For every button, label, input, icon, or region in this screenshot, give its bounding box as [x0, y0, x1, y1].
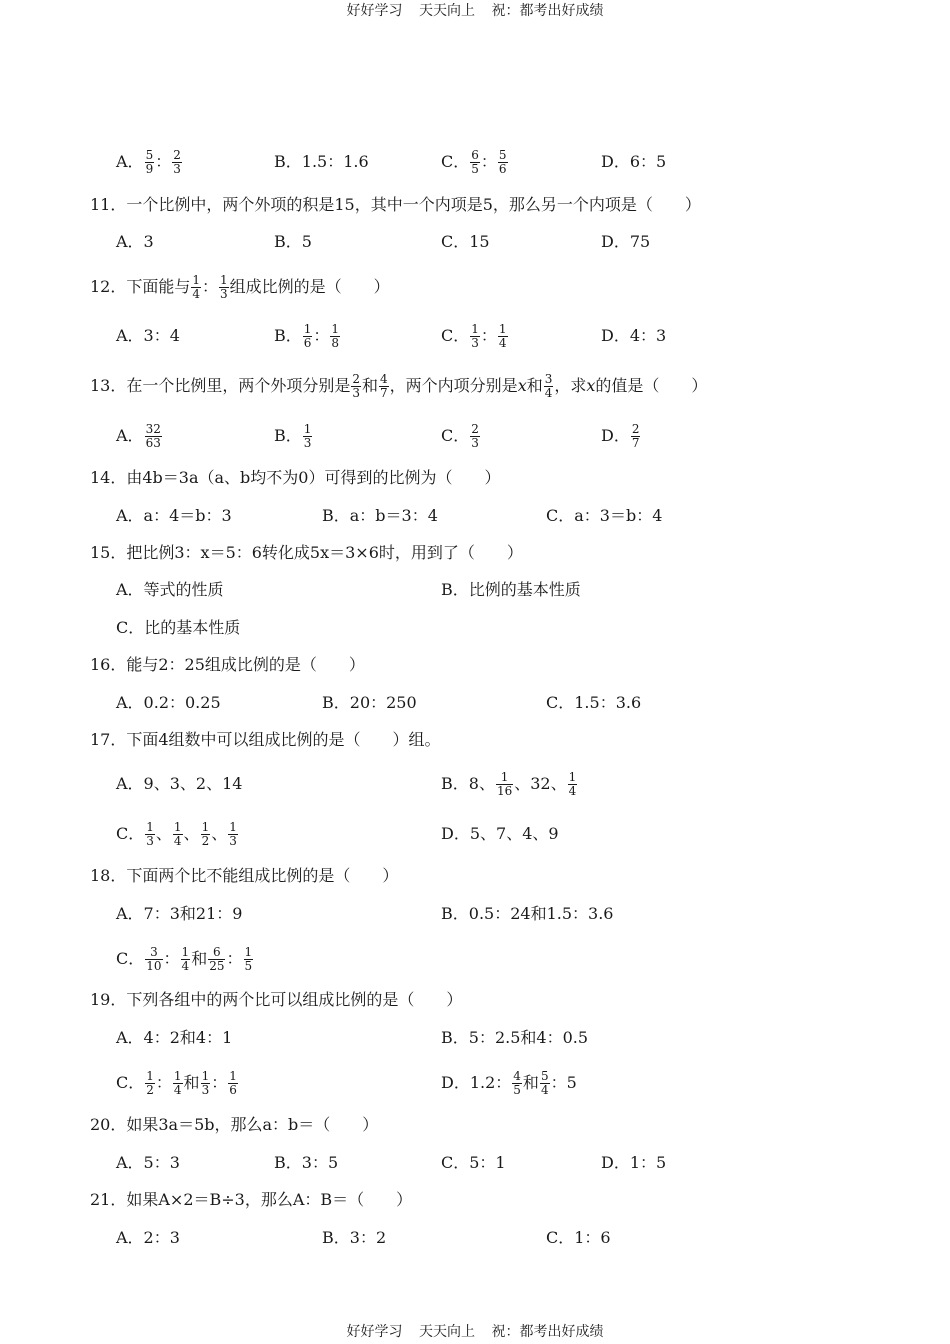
q14-option-a[interactable]: A．a：4＝b：3	[116, 506, 232, 525]
q17-option-a[interactable]: A．9、3、2、14	[116, 774, 243, 793]
q12-options	[0, 321, 950, 351]
q11-option-b[interactable]: B．5	[274, 232, 312, 251]
q20-option-a[interactable]: A．5：3	[116, 1153, 180, 1172]
q21-options	[0, 1223, 950, 1253]
q19-option-b[interactable]: B．5：2.5和4：0.5	[441, 1028, 589, 1047]
q15-option-c[interactable]: C．比的基本性质	[116, 618, 241, 637]
q16-option-b[interactable]: B．20：250	[322, 693, 417, 712]
q18-options-row1	[0, 899, 950, 929]
q17-option-b[interactable]: B．8、 $\frac{1}{16}$ 、32、 $\frac{1}{4}$	[441, 770, 577, 798]
q12-option-a[interactable]: A．3：4	[116, 326, 180, 345]
q16-options	[0, 688, 950, 718]
q21-option-c[interactable]: C．1：6	[546, 1228, 611, 1247]
q18-option-b[interactable]: B．0.5：24和1.5：3.6	[441, 904, 614, 923]
q20-stem: 20．如果3a＝5b，那么a：b＝（ ）	[90, 1115, 379, 1134]
q15-options-row1	[0, 575, 950, 605]
q15-option-a[interactable]: A．等式的性质	[116, 580, 224, 599]
q10-option-d[interactable]: D．6：5	[601, 152, 667, 171]
q15-stem: 15．把比例3：x＝5：6转化成5x＝3×6时，用到了（ ）	[90, 543, 523, 562]
q13-option-b[interactable]: B． $\frac{1}{3}$	[274, 422, 312, 450]
q18-option-a[interactable]: A．7：3和21：9	[116, 904, 243, 923]
q17-option-d[interactable]: D．5、7、4、9	[441, 824, 559, 843]
q11-option-c[interactable]: C．15	[441, 232, 490, 251]
q11-stem: 11．一个比例中，两个外项的积是15，其中一个内项是5，那么另一个内项是（ ）	[90, 195, 701, 214]
q13-stem: 13．在一个比例里，两个外项分别是 $\frac{2}{3}$ 和 $\frac{4}{7}$ ，两个内项分别是x和 $\frac{3}{4}$ ，求x的值是（ ）	[90, 372, 708, 400]
q19-option-a[interactable]: A．4：2和4：1	[116, 1028, 233, 1047]
q10-option-c[interactable]: C． $\frac{6}{5}$ ： $\frac{5}{6}$	[441, 148, 507, 176]
q20-option-d[interactable]: D．1：5	[601, 1153, 667, 1172]
q16-option-a[interactable]: A．0.2：0.25	[116, 693, 221, 712]
q11-option-d[interactable]: D．75	[601, 232, 651, 251]
q17-option-c[interactable]: C． $\frac{1}{3}$ 、 $\frac{1}{4}$ 、 $\frac{1}{2}$ 、 $\frac{1}{3}$	[116, 820, 237, 848]
q14-option-c[interactable]: C．a：3＝b：4	[546, 506, 663, 525]
q19-option-c[interactable]: C． $\frac{1}{2}$ ： $\frac{1}{4}$ 和 $\frac{1}{3}$ ： $\frac{1}{6}$	[116, 1069, 237, 1097]
header-motto-3: 祝：都考出好成绩	[491, 3, 604, 19]
q13-options	[0, 421, 950, 451]
q11-option-a[interactable]: A．3	[116, 232, 154, 251]
footer-motto-1: 好好学习	[346, 1324, 403, 1340]
q20-options	[0, 1148, 950, 1178]
q10-options	[0, 147, 950, 177]
q18-stem: 18．下面两个比不能组成比例的是（ ）	[90, 866, 399, 885]
q14-option-b[interactable]: B．a：b＝3：4	[322, 506, 438, 525]
page-header	[0, 0, 950, 20]
q14-options	[0, 501, 950, 531]
q20-option-b[interactable]: B．3：5	[274, 1153, 339, 1172]
q18-option-c[interactable]: C． $\frac{3}{10}$ ： $\frac{1}{4}$ 和 $\frac{6}{25}$ ： $\frac{1}{5}$	[116, 945, 253, 973]
q19-options-row2	[0, 1068, 950, 1098]
footer-motto-3: 祝：都考出好成绩	[491, 1324, 604, 1340]
q11-options	[0, 227, 950, 257]
q15-options-row2	[0, 613, 950, 643]
q19-options-row1	[0, 1023, 950, 1053]
q16-stem: 16．能与2：25组成比例的是（ ）	[90, 655, 365, 674]
q17-options-row2	[0, 819, 950, 849]
q21-option-a[interactable]: A．2：3	[116, 1228, 180, 1247]
q16-option-c[interactable]: C．1.5：3.6	[546, 693, 642, 712]
header-motto-2: 天天向上	[419, 3, 475, 19]
q13-option-d[interactable]: D． $\frac{2}{7}$	[601, 422, 640, 450]
q12-option-c[interactable]: C． $\frac{1}{3}$ ： $\frac{1}{4}$	[441, 322, 507, 350]
q10-option-a[interactable]: A． $\frac{5}{9}$ ： $\frac{2}{3}$	[116, 148, 181, 176]
q12-option-b[interactable]: B． $\frac{1}{6}$ ： $\frac{1}{8}$	[274, 322, 340, 350]
page-footer	[0, 1321, 950, 1341]
q14-stem: 14．由4b＝3a（a、b均不为0）可得到的比例为（ ）	[90, 468, 501, 487]
q15-option-b[interactable]: B．比例的基本性质	[441, 580, 581, 599]
q17-options-row1	[0, 769, 950, 799]
q20-option-c[interactable]: C．5：1	[441, 1153, 506, 1172]
q13-option-a[interactable]: A． $\frac{32}{63}$	[116, 422, 161, 450]
q12-option-d[interactable]: D．4：3	[601, 326, 667, 345]
q21-stem: 21．如果A×2＝B÷3，那么A：B＝（ ）	[90, 1190, 413, 1209]
q18-options-row2	[0, 944, 950, 974]
q19-option-d[interactable]: D．1.2： $\frac{4}{5}$ 和 $\frac{5}{4}$ ：5	[441, 1069, 577, 1097]
q19-stem: 19．下列各组中的两个比可以组成比例的是（ ）	[90, 990, 463, 1009]
q10-option-b[interactable]: B．1.5：1.6	[274, 152, 369, 171]
q13-option-c[interactable]: C． $\frac{2}{3}$	[441, 422, 479, 450]
q12-stem: 12．下面能与 $\frac{1}{4}$ ： $\frac{1}{3}$ 组成比例的是（ ）	[90, 273, 390, 301]
footer-motto-2: 天天向上	[419, 1324, 475, 1340]
header-motto-1: 好好学习	[346, 3, 403, 19]
q21-option-b[interactable]: B．3：2	[322, 1228, 387, 1247]
q17-stem: 17．下面4组数中可以组成比例的是（ ）组。	[90, 730, 441, 749]
